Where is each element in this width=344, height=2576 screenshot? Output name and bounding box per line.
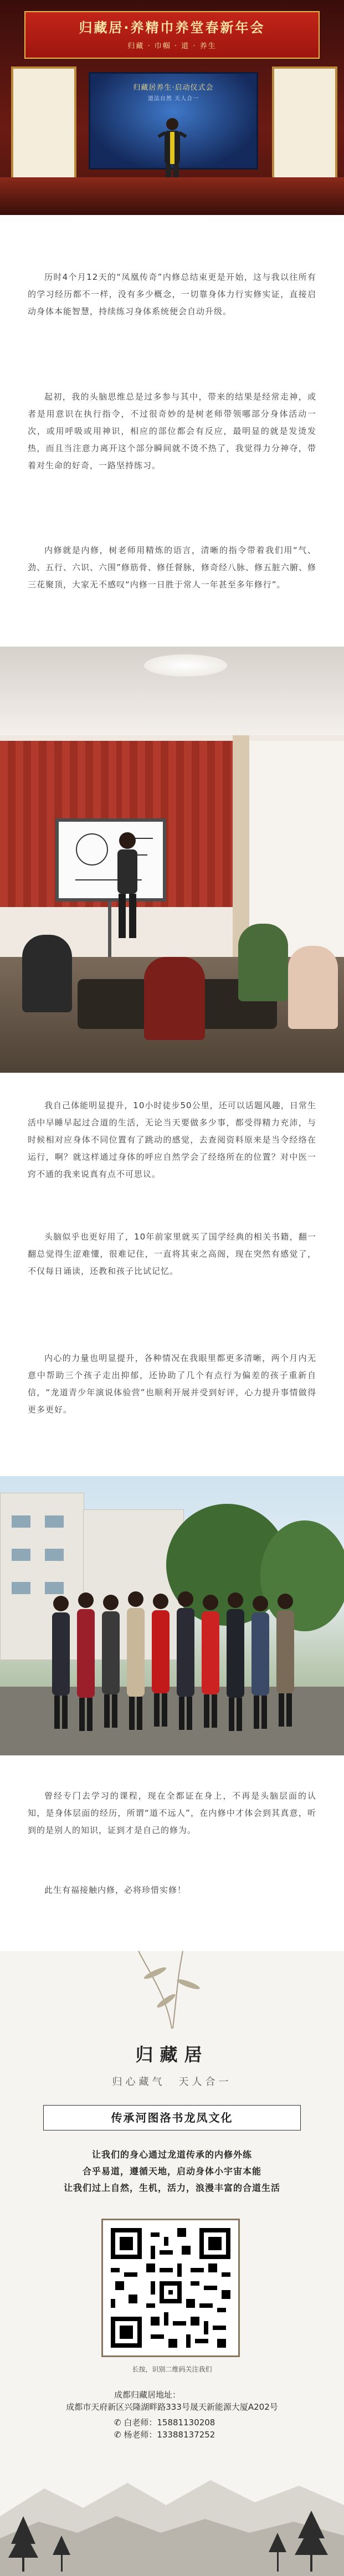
brand-title: 归藏居: [135, 2044, 209, 2065]
paragraph-2: 起初，我的头脑思维总是过多参与其中，带来的结果是经常走神，或者是用意识在执行指令，不过很奇妙的是树老师带领哪部分身体活动一次，或用呼吸或用神识，相应的部位都会有反应，最明显的就是发烫发热，而且当注意力离开这个部分瞬间就不烫不热了，我觉得力分神夺，带着对生命的好奇，一路坚持练习。: [28, 392, 316, 470]
bamboo-decoration: [0, 1951, 344, 2034]
paragraph-7: 曾经专门去学习的课程，现在全都证在身上，不再是头脑层面的认知，是身体层面的经历，所谓“道不远人”，在内修中才体会到其真意，听到的是别人的知识，证到才是自己的修为。: [28, 1791, 316, 1835]
stage-event-photo: [0, 0, 344, 215]
mission-line-2: 合乎易道，遵循天地，启动身体小宇宙本能: [82, 2166, 261, 2176]
phone-label-1: 白老师：: [124, 2418, 157, 2428]
headline-box: 传承河图洛书龙凤文化: [43, 2105, 301, 2131]
student-seated-far-right: [288, 946, 338, 1029]
screen-title: 归藏居养生·启动仪式会: [133, 84, 214, 92]
qr-code-pattern: [111, 2228, 230, 2348]
group-of-people: [50, 1587, 310, 1742]
phone-line-2[interactable]: [114, 2429, 215, 2441]
footer-card: [0, 1951, 344, 2576]
phone-line-1[interactable]: [114, 2416, 215, 2429]
qr-code[interactable]: [101, 2219, 240, 2357]
group-photo: [0, 1476, 344, 1755]
paragraph-8: 此生有福接触内修，必将珍惜实修！: [44, 1885, 187, 1895]
phone-icon: ✆: [114, 2418, 121, 2428]
phone-number-2[interactable]: 13388137252: [157, 2430, 215, 2440]
ink-landscape-decoration: [0, 2450, 344, 2576]
address-label: 成都归藏居地址：: [114, 2390, 181, 2400]
stage-banner-title: 归藏居·养精巾养堂春新年会: [79, 20, 265, 35]
ceiling-lamp: [144, 654, 227, 677]
paragraph-1: 历时4个月12天的“凤凰传奇”内修总结束更是开始，这与我以往所有的学习经历都不一样，没有多少概念，一切靠身体力行实修实证，直接启动身体本能智慧，持续练习身体系统便会自动升级。: [28, 272, 316, 316]
paragraph-3: 内修就是内修，树老师用精炼的语言，清晰的指令带着我们用“气、劲、五行、六识、六围”修筋骨、修任督脉，修奇经八脉、修五脏六腑、修三花聚顶，大家无不感叹“内修一日胜于常人一年甚至多年修行”。: [28, 545, 316, 590]
classroom-photo: [0, 647, 344, 1073]
right-scroll-decoration: [272, 66, 337, 182]
phone-icon: ✆: [114, 2430, 121, 2440]
mission-line-1: 让我们的身心通过龙道传承的内修外练: [91, 2149, 252, 2160]
paragraph-6: 内心的力量也明显提升，各种情况在我眼里都更多清晰，两个月内无意中帮助三个孩子走出抑郁，还协助了几个有点行为偏差的孩子重新自信，“龙道青少年演说体验营”也顺利开展并受到好评，心力提升事情做得更多更好。: [28, 1353, 316, 1415]
stage-floor: [0, 177, 344, 215]
left-scroll-decoration: [11, 66, 76, 182]
phone-label-2: 杨老师：: [124, 2430, 157, 2440]
student-seated-center: [144, 957, 205, 1040]
student-seated-left: [22, 935, 72, 1012]
brand-slogan: 归心藏气 天人合一: [112, 2076, 232, 2088]
qr-caption: 长按，识别二维码关注我们: [132, 2365, 212, 2373]
student-seated-right: [238, 924, 288, 1001]
phone-number-1[interactable]: 15881130208: [157, 2418, 215, 2428]
teacher-figure: [111, 829, 144, 940]
address-text: 成都市天府新区兴隆湖畔路333号晟天新能源大厦A202号: [66, 2402, 278, 2412]
paragraph-5: 头脑似乎也更好用了，10年前家里就买了国学经典的相关书籍，翻一翻总觉得生涩难懂，很难记住，一直将其束之高阁，现在突然有感觉了，不仅每日诵读，还教和孩子比试记忆。: [28, 1232, 316, 1276]
stage-banner-subtitle: 归藏 · 巾帼 · 道 · 养生: [127, 42, 217, 50]
paragraph-4: 我自己体能明显提升，10小时徒步50公里，还可以话题风趣，日常生活中早睡早起过合道的生活，无论当天要做多少事，都受得精力充沛，与时候相对应身体不同位置有了跳动的感觉，去查阅资料原来是当令经络在运行，啊？就这样通过身体的呼应自然学会了经络所在的位置？对中医一窍不通的我来说真有点不可思议。: [28, 1100, 316, 1179]
screen-subtitle: 道法自然 天人合一: [147, 96, 199, 102]
mission-line-3: 让我们过上自然，生机，活力，浪漫丰富的合道生活: [63, 2183, 280, 2193]
stage-banner: [24, 11, 320, 59]
speaker-figure: [158, 116, 187, 183]
